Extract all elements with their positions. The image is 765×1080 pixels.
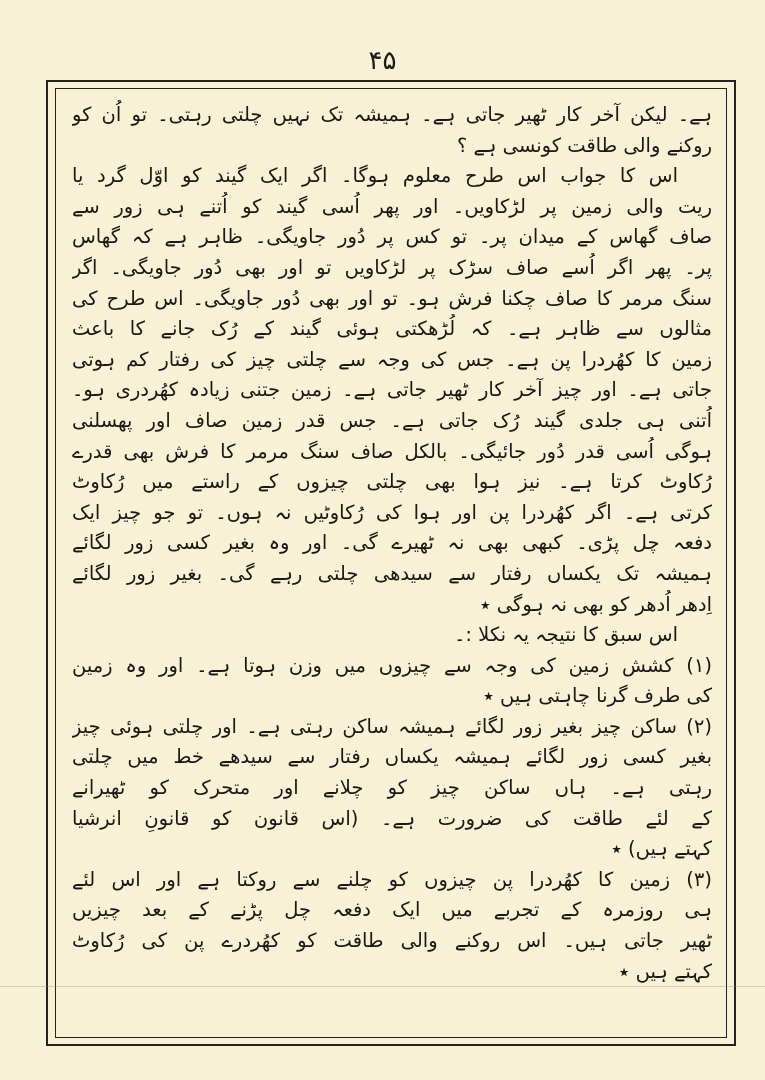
- text-line: پر۔ پھر اگر اُسے صاف سڑک پر لڑکاویں تو اور بھی دُور جاویگی۔ اگر: [72, 255, 712, 279]
- text-line: ہوگی اُسی قدر دُور جائیگی۔ بالکل صاف سنگ مرمر کا فرش بھی قدرے: [72, 439, 712, 463]
- text-line: کے لئے طاقت کی ضرورت ہے۔ (اس قانون کو قانونِ انرشیا: [72, 806, 712, 830]
- text-line: کہتے ہیں ٭: [618, 959, 712, 983]
- text-line: سنگ مرمر کا صاف چکنا فرش ہو۔ تو اور بھی دُور جاویگی۔ اس طرح کی: [72, 286, 712, 310]
- text-line: ہے۔ لیکن آخر کار ٹھیر جاتی ہے۔ ہمیشہ تک نہیں چلتی رہتی۔ تو اُن کو: [72, 103, 712, 126]
- text-line: کی طرف گرنا چاہتی ہیں ٭: [483, 684, 712, 708]
- text-line: کرتی ہے۔ اگر کھُردرا پن اور ہوا کی رُکاوٹیں نہ ہوں۔ تو جو چیز ایک: [72, 500, 712, 524]
- section-heading: اس سبق کا نتیجہ یہ نکلا :۔: [453, 623, 678, 647]
- text-line: مثالوں سے ظاہر ہے۔ کہ لُڑھکتی ہوئی گیند کے رُک جانے کا باعث: [72, 317, 712, 341]
- text-line: اس کا جواب اس طرح معلوم ہوگا۔ اگر ایک گیند کو اوّل گرد یا: [72, 164, 678, 188]
- text-line: اُتنی ہی جلدی گیند رُک جاتی ہے۔ جس قدر زمین صاف اور پھسلنی: [72, 408, 712, 432]
- body-text: [72, 100, 712, 1030]
- text-line: صاف گھاس کے میدان پر۔ تو کس پر دُور جاویگی۔ ظاہر ہے کہ گھاس: [72, 225, 712, 249]
- text-line: زمین کا کھُردرا پن ہے۔ جس کی وجہ سے چلتی چیز کی رفتار کم ہوتی: [72, 347, 712, 371]
- text-line: ہمیشہ تک یکساں رفتار سے سیدھی چلتی رہے گی۔ بغیر زور لگائے: [72, 561, 712, 585]
- text-line: رُکاوٹ کرتا ہے۔ نیز ہوا بھی چلتی چیزوں کے راستے میں رُکاوٹ: [72, 470, 712, 494]
- text-line: روکنے والی طاقت کونسی ہے ؟: [456, 133, 712, 157]
- text-line: ٹھیر جاتی ہیں۔ اس روکنے والی طاقت کو کھُردرے پن کی رُکاوٹ: [72, 929, 712, 953]
- text-line: جاتی ہے۔ اور چیز آخر کار ٹھیر جاتی ہے۔ زمین جتنی زیادہ کھُردری ہو۔: [72, 378, 712, 402]
- text-line: ریت والی زمین پر لڑکاویں۔ اور پھر اُسی گیند کو اُتنے ہی زور سے: [72, 194, 712, 218]
- text-line: (۳) زمین کا کھُردرا پن چیزوں کو چلنے سے روکتا ہے اور اس لئے: [72, 867, 712, 891]
- text-line: دفعہ چل پڑی۔ کبھی بھی نہ ٹھیرے گی۔ اور وہ بغیر کسی زور لگائے: [72, 531, 712, 555]
- text-line: (۲) ساکن چیز بغیر زور لگائے ہمیشہ ساکن رہتی ہے۔ اور چلتی ہوئی چیز: [72, 714, 712, 738]
- text-line: ہی روزمرہ کے تجربے میں ایک دفعہ چل پڑنے کے بعد چیزیں: [72, 898, 712, 922]
- page-number: ۴۵: [368, 46, 397, 76]
- text-line: رہتی ہے۔ ہاں ساکن چیز کو چلانے اور متحرک کو ٹھیرانے: [72, 776, 712, 800]
- text-line: کہتے ہیں) ٭: [611, 837, 712, 861]
- text-line: اِدھر اُدھر کو بھی نہ ہوگی ٭: [479, 592, 712, 616]
- text-line: (۱) کشش زمین کی وجہ سے چیزوں میں وزن ہوتا ہے۔ اور وہ زمین: [72, 653, 712, 677]
- text-line: بغیر کسی زور لگائے ہمیشہ یکساں رفتار سے سیدھے خط میں چلتی: [72, 745, 712, 769]
